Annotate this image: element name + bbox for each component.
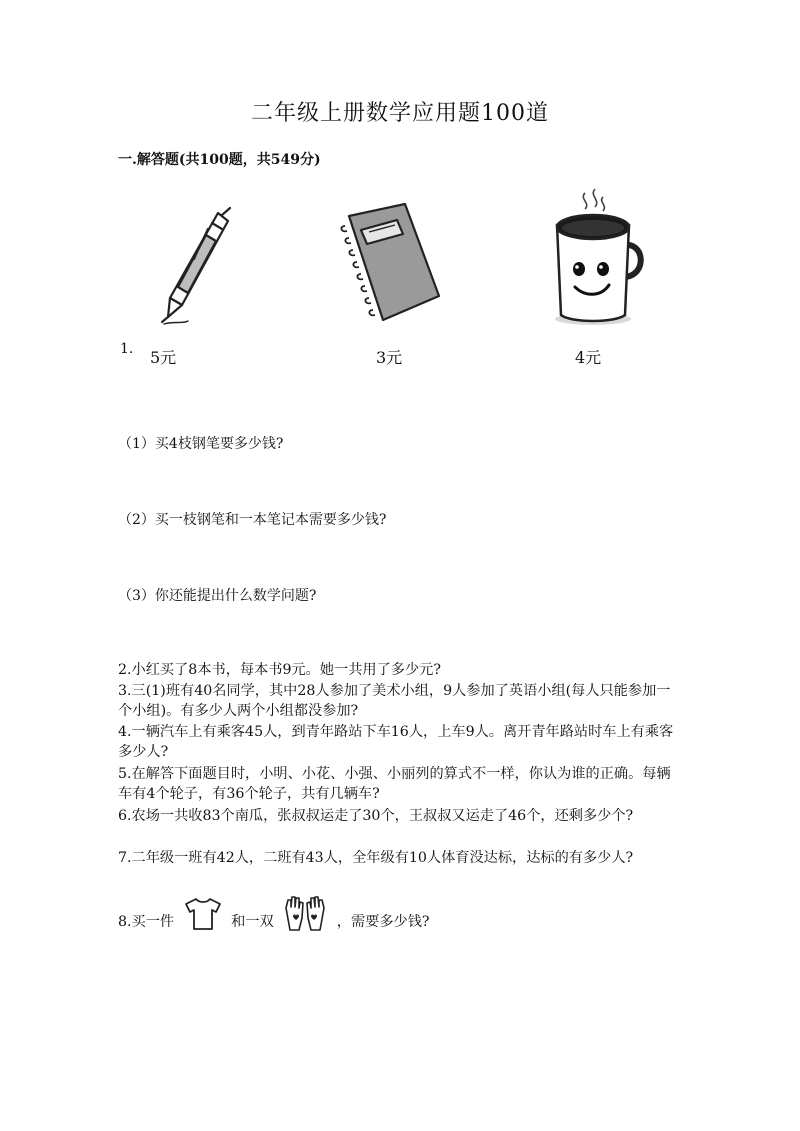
question-6: 6.农场一共收83个南瓜，张叔叔运走了30个，王叔叔又运走了46个，还剩多少个? bbox=[118, 808, 634, 824]
notebook-icon bbox=[335, 200, 445, 325]
question-4: 4.一辆汽车上有乘客45人，到青年路站下车16人，上车9人。离开青年路站时车上有乘客多少人? bbox=[118, 724, 674, 760]
pen-icon bbox=[148, 205, 238, 330]
tshirt-icon bbox=[183, 896, 223, 948]
mug-icon bbox=[545, 185, 650, 330]
price-mug: 4元 bbox=[575, 348, 602, 367]
gloves-icon bbox=[282, 894, 328, 950]
sub-question-3: （3）你还能提出什么数学问题? bbox=[118, 588, 317, 604]
question-8 bbox=[118, 894, 683, 950]
price-pen: 5元 bbox=[150, 348, 177, 367]
question-number-1: 1. bbox=[120, 341, 134, 357]
question-5: 5.在解答下面题目时，小明、小花、小强、小丽列的算式不一样，你认为谁的正确。每辆车有4个轮子，有36个轮子，共有几辆车? bbox=[118, 766, 671, 802]
question-8-part2: 和一双 bbox=[231, 914, 274, 930]
question-8-part3: ，需要多少钱? bbox=[336, 914, 430, 930]
question-8-part1: 8.买一件 bbox=[118, 914, 175, 930]
question-7: 7.二年级一班有42人，二班有43人，全年级有10人体育没达标，达标的有多少人? bbox=[118, 850, 634, 866]
question-3: 3.三(1)班有40名同学，其中28人参加了美术小组，9人参加了英语小组(每人只能参加一个小组)。有多少人两个小组都没参加? bbox=[118, 683, 671, 719]
question-2: 2.小红买了8本书，每本书9元。她一共用了多少元? bbox=[118, 662, 441, 678]
sub-question-2: （2）买一枝钢笔和一本笔记本需要多少钱? bbox=[118, 512, 387, 528]
price-notebook: 3元 bbox=[376, 348, 403, 367]
page-title: 二年级上册数学应用题100道 bbox=[251, 101, 549, 126]
section-heading: 一.解答题(共100题，共549分) bbox=[118, 152, 321, 168]
sub-question-1: （1）买4枝钢笔要多少钱? bbox=[118, 436, 284, 452]
